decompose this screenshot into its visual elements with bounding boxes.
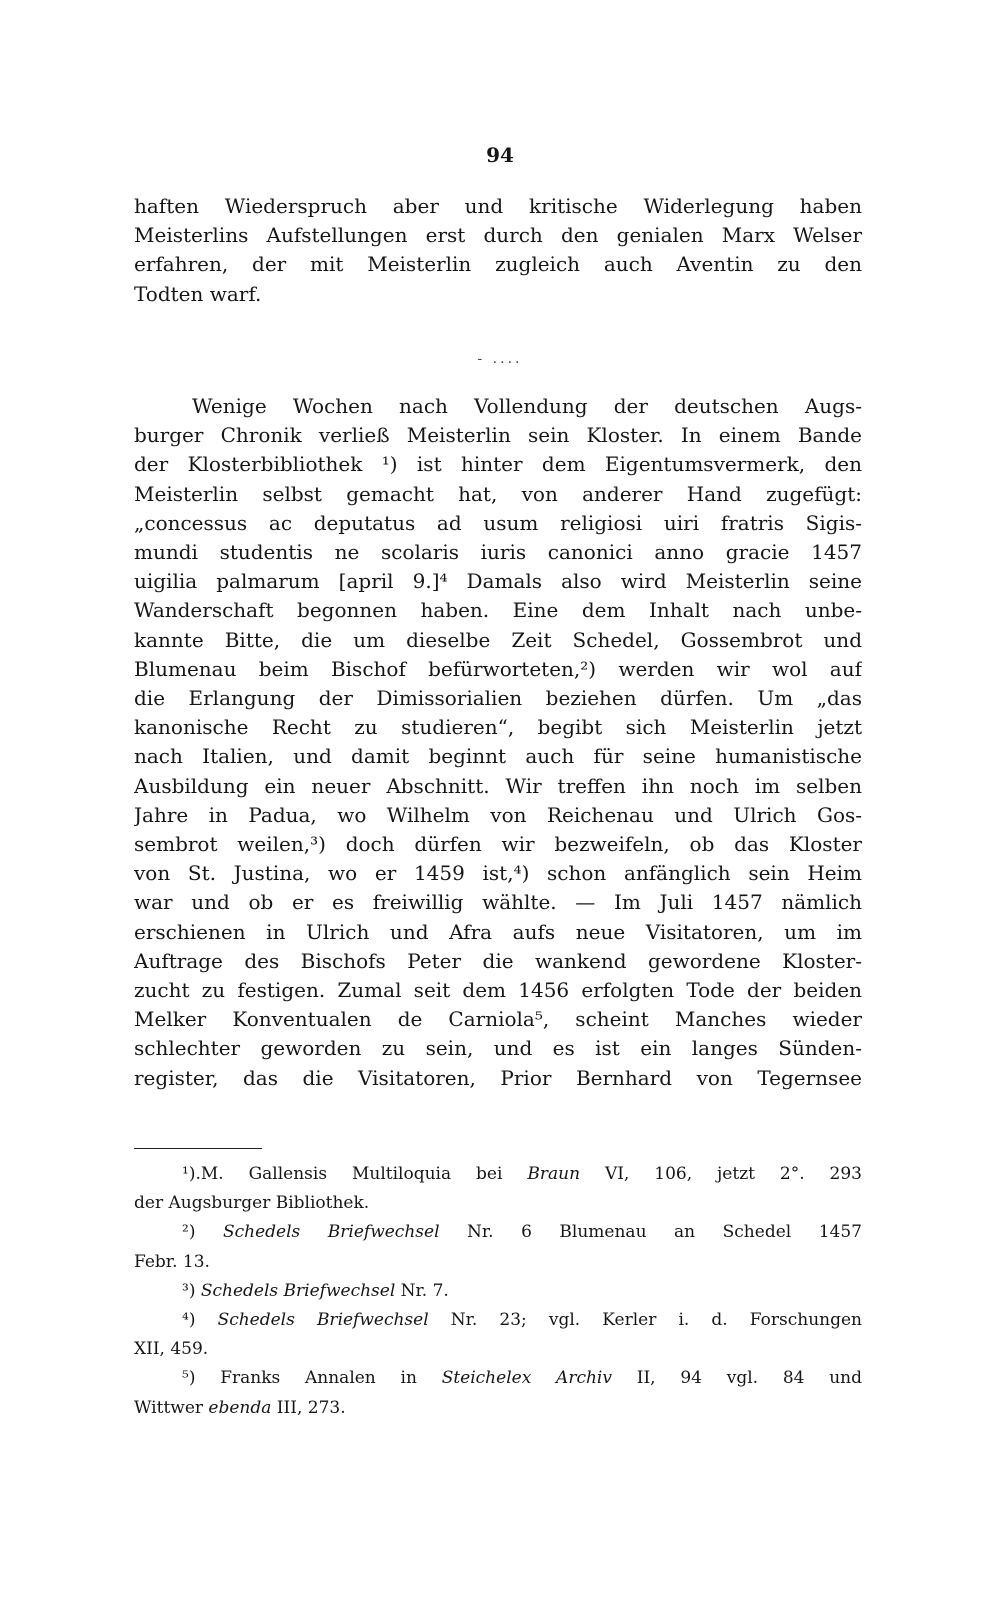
footnote-line: ⁴) Schedels Briefwechsel Nr. 23; vgl. Kerler i. d. Forschungen <box>182 1310 862 1331</box>
text-line: Meisterlins Aufstellungen erst durch den genialen Marx Welser <box>134 223 862 248</box>
text-line: uigilia palmarum [april 9.]⁴ Damals also wird Meisterlin seine <box>134 569 862 594</box>
footnote-line: ²) Schedels Briefwechsel Nr. 6 Blumenau an Schedel 1457 <box>182 1222 862 1243</box>
section-separator: - .... <box>477 351 523 367</box>
footnote-line: ⁵) Franks Annalen in Steichelex Archiv II, 94 vgl. 84 und <box>182 1368 862 1389</box>
text-line: Todten warf. <box>134 281 262 306</box>
footnote-line: ¹).M. Gallensis Multiloquia bei Braun VI, 106, jetzt 2°. 293 <box>182 1164 862 1184</box>
text-line: schlechter geworden zu sein, und es ist ein langes Sünden- <box>134 1036 862 1061</box>
page-number: 94 <box>486 143 514 167</box>
text-line: kanonische Recht zu studieren“, begibt sich Meisterlin jetzt <box>134 715 862 740</box>
text-line: Ausbildung ein neuer Abschnitt. Wir treffen ihn noch im selben <box>134 773 862 798</box>
text-line: die Erlangung der Dimissorialien beziehen dürfen. Um „das <box>134 686 862 711</box>
text-line: burger Chronik verließ Meisterlin sein Kloster. In einem Bande <box>134 423 862 448</box>
text-line: Wanderschaft begonnen haben. Eine dem Inhalt nach unbe- <box>134 598 862 623</box>
text-line: erfahren, der mit Meisterlin zugleich auch Aventin zu den <box>134 252 862 277</box>
text-line: Wenige Wochen nach Vollendung der deutschen Augs- <box>192 394 862 418</box>
paragraph-main <box>134 392 862 1093</box>
text-line: Meisterlin selbst gemacht hat, von anderer Hand zugefügt: <box>134 481 862 506</box>
text-line: Melker Konventualen de Carniola⁵, scheint Manches wieder <box>134 1007 862 1032</box>
paragraph-continuation <box>134 192 862 309</box>
footnotes <box>134 1160 862 1423</box>
text-line: zucht zu festigen. Zumal seit dem 1456 erfolgten Tode der beiden <box>134 978 862 1003</box>
text-line: Jahre in Padua, wo Wilhelm von Reichenau und Ulrich Gos- <box>134 802 862 827</box>
footnote-line: Wittwer ebenda III, 273. <box>134 1397 346 1418</box>
footnote-line: ³) Schedels Briefwechsel Nr. 7. <box>182 1280 449 1301</box>
footnote-rule <box>134 1148 262 1149</box>
text-line: „concessus ac deputatus ad usum religiosi uiri fratris Sigis- <box>134 510 862 535</box>
text-line: nach Italien, und damit beginnt auch für seine humanistische <box>134 744 862 769</box>
footnote-line: der Augsburger Bibliothek. <box>134 1193 370 1214</box>
footnote-line: Febr. 13. <box>134 1251 210 1272</box>
text-line: Auftrage des Bischofs Peter die wankend gewordene Kloster- <box>134 948 862 973</box>
text-line: register, das die Visitatoren, Prior Bernhard von Tegernsee <box>134 1065 862 1090</box>
footnote-line: XII, 459. <box>134 1339 209 1360</box>
text-line: erschienen in Ulrich und Afra aufs neue Visitatoren, um im <box>134 919 862 944</box>
text-line: haften Wiederspruch aber und kritische Widerlegung haben <box>134 194 862 218</box>
text-line: war und ob er es freiwillig wählte. — Im Juli 1457 nämlich <box>134 890 862 915</box>
text-line: sembrot weilen,³) doch dürfen wir bezweifeln, ob das Kloster <box>134 832 862 857</box>
text-line: Blumenau beim Bischof befürworteten,²) werden wir wol auf <box>134 656 862 681</box>
text-line: kannte Bitte, die um dieselbe Zeit Schedel, Gossembrot und <box>134 627 862 652</box>
text-line: mundi studentis ne scolaris iuris canonici anno gracie 1457 <box>134 540 862 565</box>
text-line: von St. Justina, wo er 1459 ist,⁴) schon anfänglich sein Heim <box>134 861 862 886</box>
text-line: der Klosterbibliothek ¹) ist hinter dem Eigentumsvermerk, den <box>134 452 862 477</box>
